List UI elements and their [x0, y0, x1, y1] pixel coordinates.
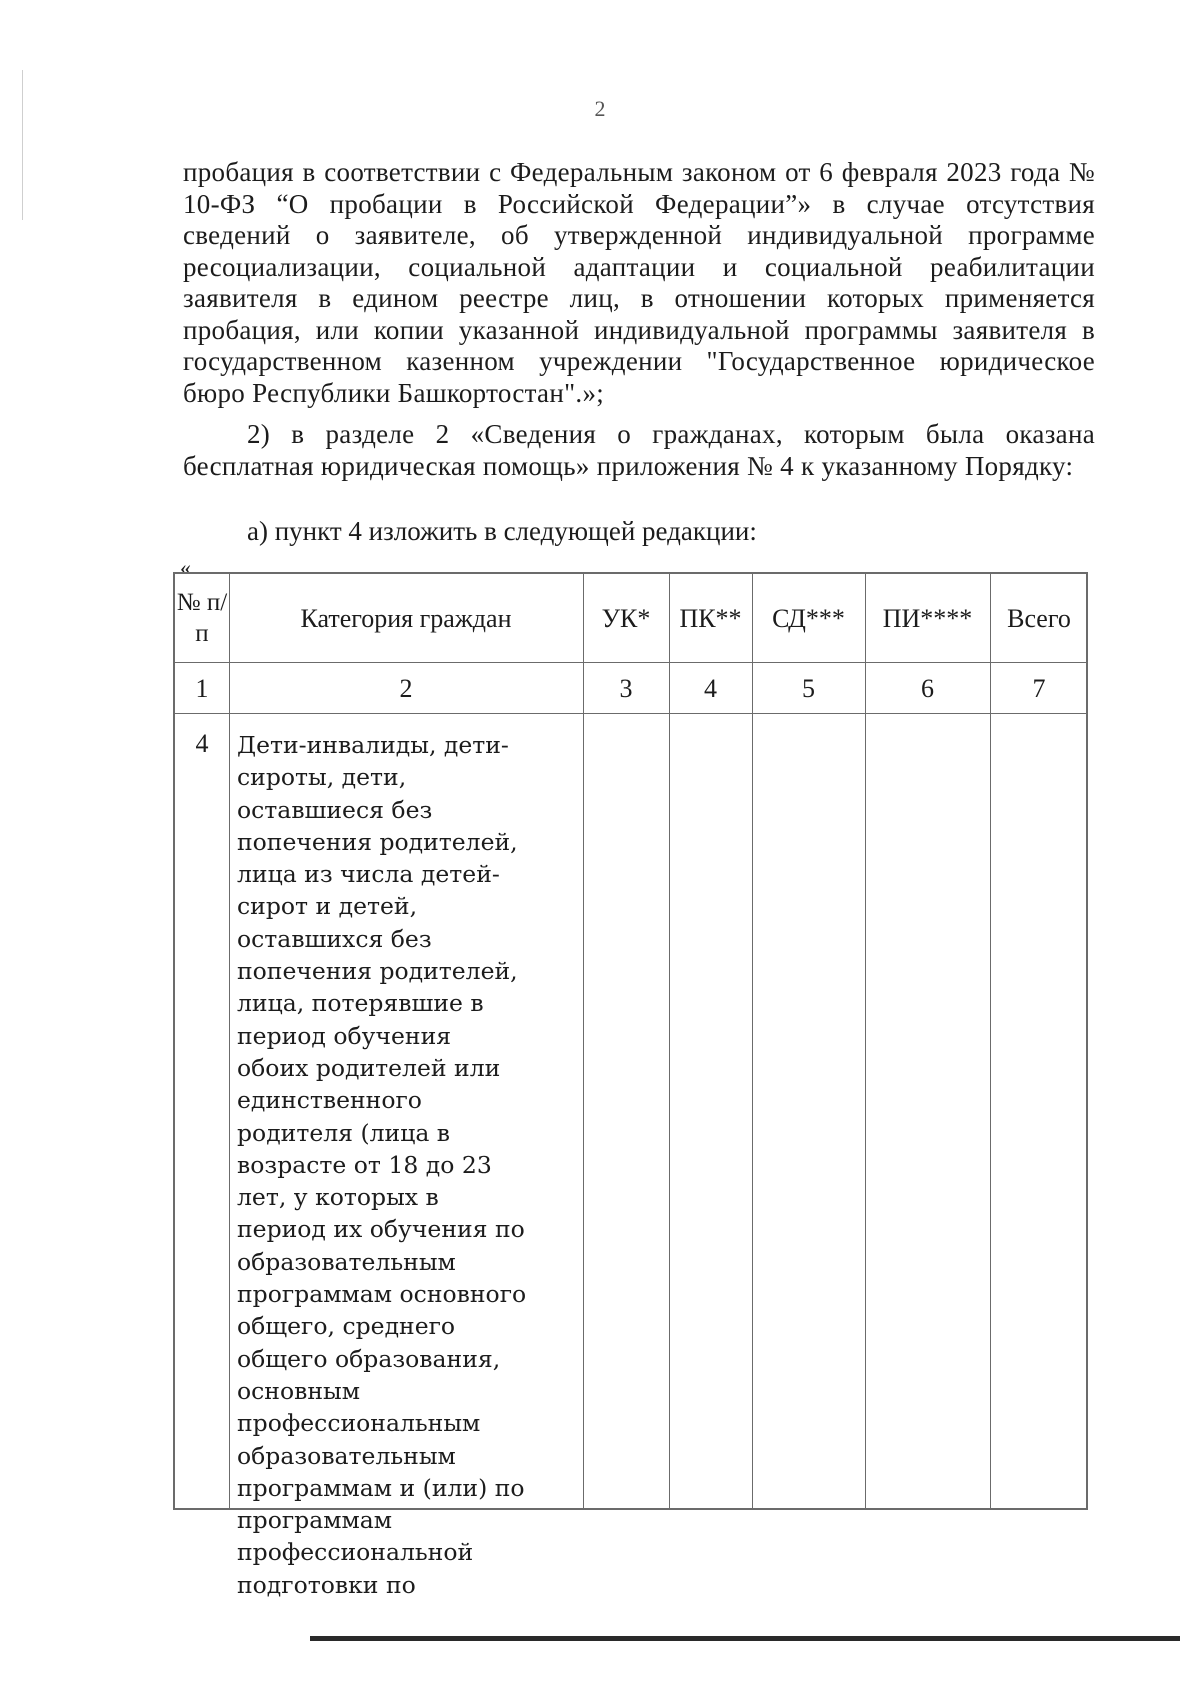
index-cell: 2 — [399, 674, 413, 703]
header-pk: ПК** — [679, 604, 742, 633]
index-cell: 7 — [1032, 674, 1046, 703]
header-uk: УК* — [601, 604, 651, 633]
row-divider — [175, 662, 1086, 663]
col-divider — [990, 574, 991, 1508]
header-num: № п/п — [176, 589, 228, 647]
index-cell: 4 — [704, 674, 717, 703]
row-category-text: Дети-инвалиды, дети-сироты, дети, оставшиеся без попечения родителей, лица из числа детей-сирот и детей, оставшихся без попечения родителей, лица, потерявшие в период обучения обоих родителей или единственного родителя (лица в возрасте от 18 до 23 лет, у которых в период их обучения по образовательным программам основного общего, среднего общего образования, основным профессиональным образовательным программам и (или) по программам профессиональной подготовки по — [237, 731, 527, 1599]
row-number: 4 — [195, 729, 209, 758]
header-category: Категория граждан — [300, 604, 512, 633]
col-divider — [229, 574, 230, 1508]
index-cell: 3 — [619, 674, 633, 703]
scan-bottom-bar — [310, 1636, 1180, 1641]
paragraph-1: пробация в соответствии с Федеральным законом от 6 февраля 2023 года № 10-ФЗ “О пробации в Российской Федерации”» в случае отсутствия сведений о заявителе, об утвержденной индивидуальной программе ресоциализации, социальной адаптации и социальной реабилитации заявителя в едином реестре лиц, в отношении которых применяется пробация, или копии указанной индивидуальной программы заявителя в государственном казенном учреждении "Государственное юридическое бюро Республики Башкортостан".»; — [183, 157, 1095, 408]
index-cell: 5 — [802, 674, 815, 703]
index-cell: 1 — [195, 674, 209, 703]
header-total: Всего — [1007, 604, 1071, 633]
header-pi: ПИ**** — [882, 604, 973, 633]
page-number: 2 — [594, 96, 606, 121]
statistics-table — [173, 572, 1088, 1599]
opening-quote: « — [180, 555, 191, 580]
col-divider — [752, 574, 753, 1508]
scan-edge-mark — [22, 70, 23, 220]
paragraph-3: а) пункт 4 изложить в следующей редакции: — [247, 516, 757, 546]
row-divider — [175, 713, 1086, 714]
col-divider — [669, 574, 670, 1508]
header-sd: СД*** — [772, 604, 845, 633]
index-cell: 6 — [921, 674, 934, 703]
col-divider — [865, 574, 866, 1508]
col-divider — [583, 574, 584, 1508]
paragraph-2: 2) в разделе 2 «Сведения о гражданах, которым была оказана бесплатная юридическая помощь» приложения № 4 к указанному Порядку: — [183, 419, 1095, 481]
